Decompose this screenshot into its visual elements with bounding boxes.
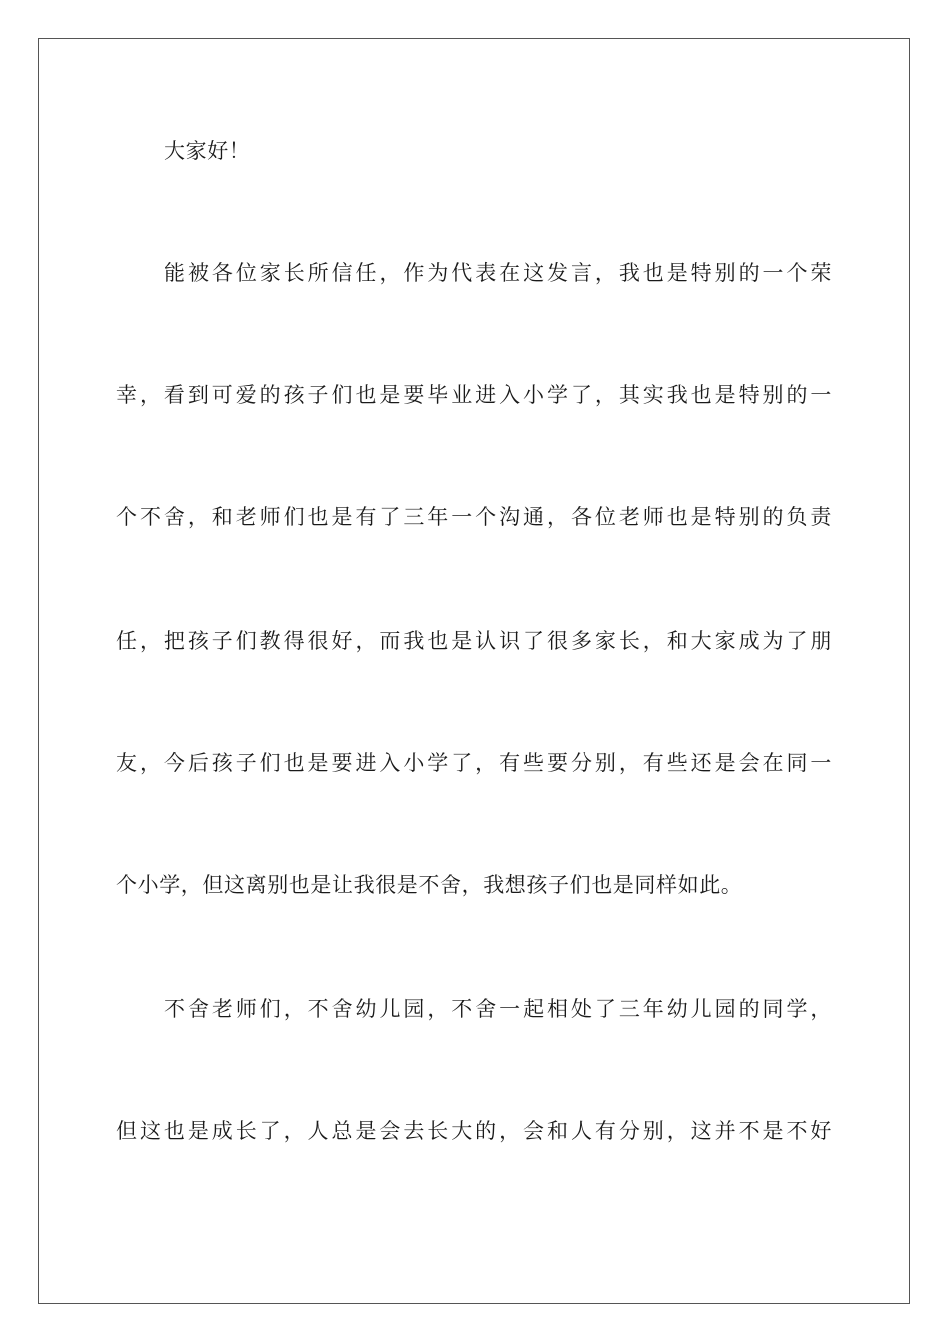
greeting-line: 大家好！ — [164, 139, 251, 163]
text-line-7: 不舍老师们，不舍幼儿园，不舍一起相处了三年幼儿园的同学， — [164, 997, 832, 1021]
text-line-5: 友，今后孩子们也是要进入小学了，有些要分别，有些还是会在同一 — [116, 751, 832, 775]
page-border — [38, 38, 910, 1304]
text-line-1: 能被各位家长所信任，作为代表在这发言，我也是特别的一个荣 — [164, 261, 832, 285]
text-line-2: 幸，看到可爱的孩子们也是要毕业进入小学了，其实我也是特别的一 — [116, 383, 832, 407]
text-line-6: 个小学，但这离别也是让我很是不舍，我想孩子们也是同样如此。 — [116, 873, 743, 897]
text-line-4: 任，把孩子们教得很好，而我也是认识了很多家长，和大家成为了朋 — [116, 629, 832, 653]
text-line-3: 个不舍，和老师们也是有了三年一个沟通，各位老师也是特别的负责 — [116, 505, 832, 529]
text-line-8: 但这也是成长了，人总是会去长大的，会和人有分别，这并不是不好 — [116, 1119, 832, 1143]
